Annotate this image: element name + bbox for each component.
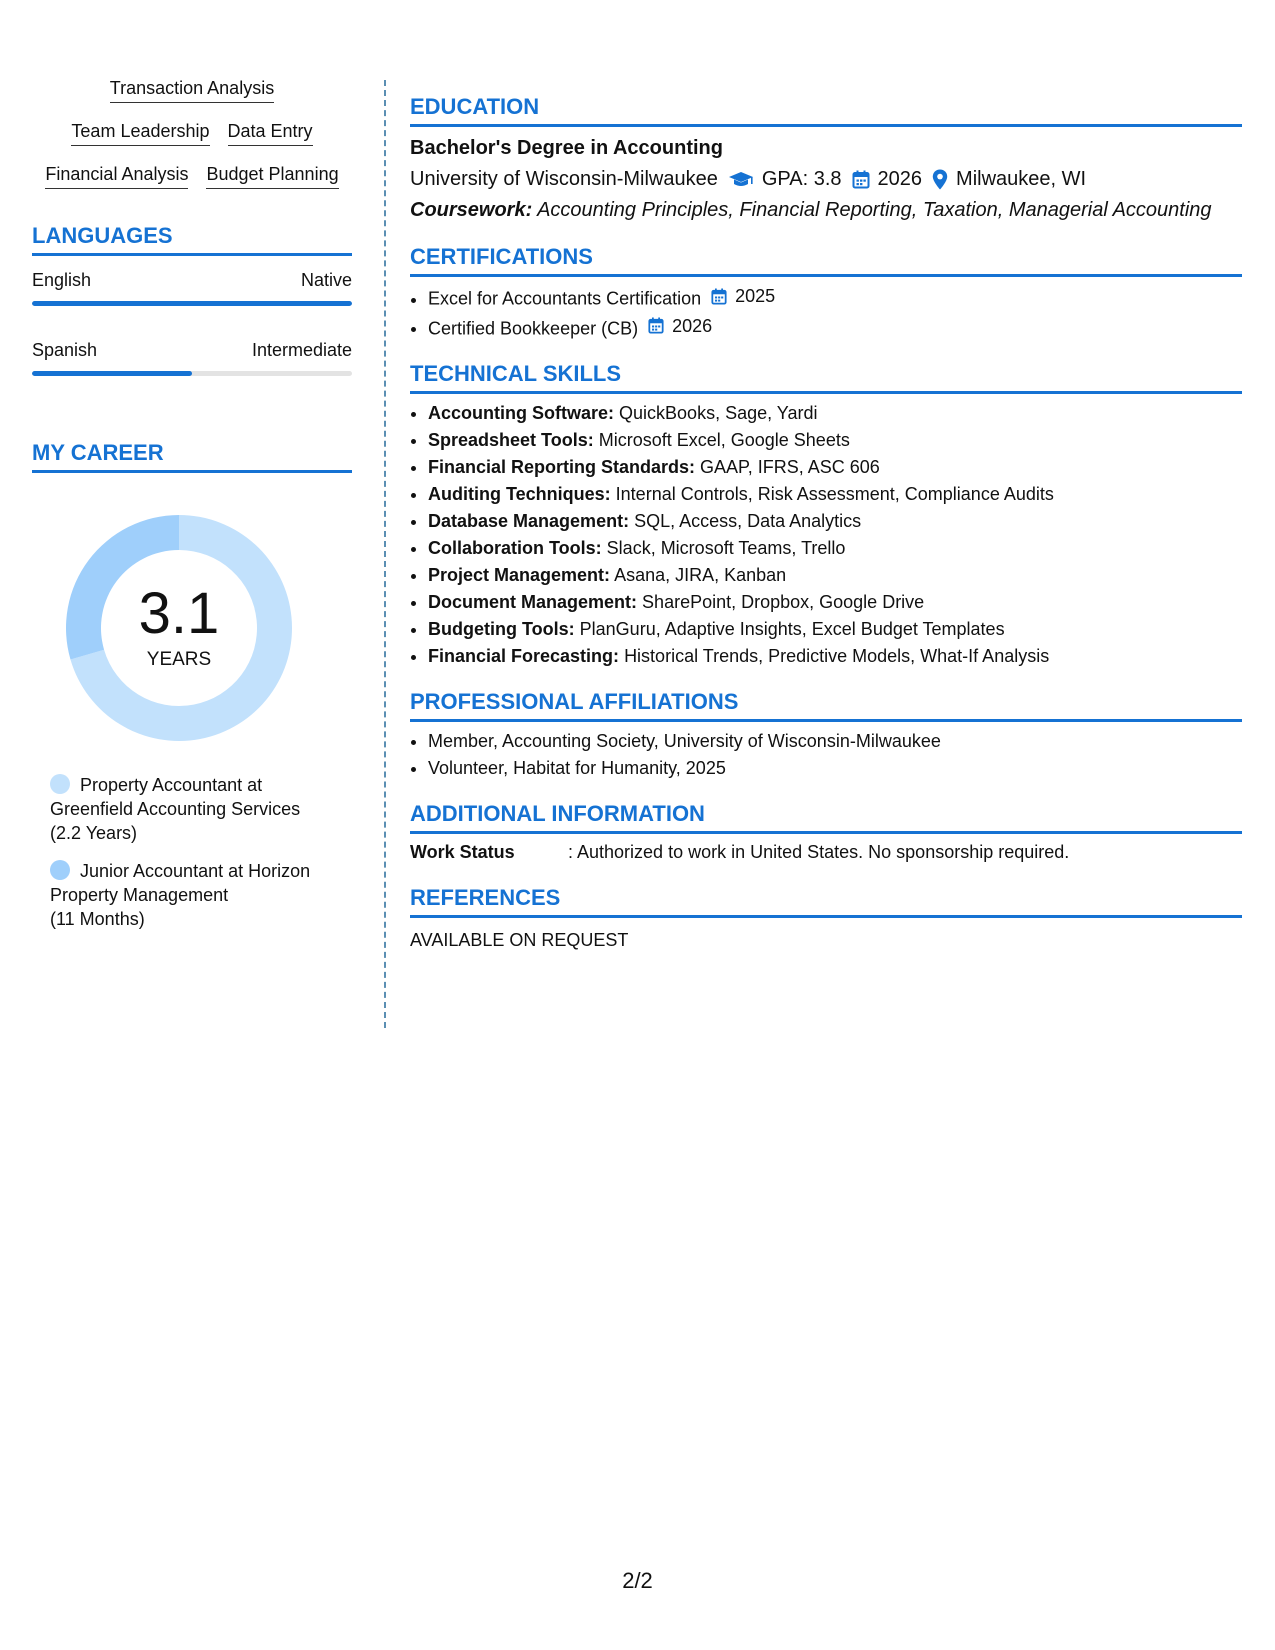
skill-values: SharePoint, Dropbox, Google Drive: [642, 592, 925, 612]
skill-tag: Team Leadership: [71, 121, 209, 146]
technical-skill-item: [428, 591, 1242, 613]
career-job-title: Junior Accountant at Horizon Property Management: [50, 861, 311, 905]
skill-tag-row: [32, 121, 352, 146]
certification-name: Certified Bookkeeper (CB): [428, 318, 639, 338]
skill-category: Accounting Software:: [428, 403, 615, 423]
sidebar: [32, 78, 352, 945]
calendar-icon: [648, 317, 668, 334]
certification-year: 2025: [735, 286, 776, 306]
school-location: Milwaukee, WI: [956, 168, 1087, 190]
career-total-unit: YEARS: [146, 649, 212, 670]
certification-year-wrap: [648, 315, 712, 337]
certification-year: 2026: [672, 315, 713, 336]
skill-values: SQL, Access, Data Analytics: [634, 511, 862, 531]
skill-values: Historical Trends, Predictive Models, What-If Analysis: [624, 646, 1050, 666]
references-text: AVAILABLE ON REQUEST: [410, 930, 629, 950]
gpa: GPA: 3.8: [761, 168, 842, 190]
skill-values: PlanGuru, Adaptive Insights, Excel Budget Templates: [579, 619, 1005, 639]
affiliations-list: [410, 730, 1242, 779]
skill-tag: Financial Analysis: [45, 164, 188, 189]
skill-tag: Data Entry: [228, 121, 313, 146]
work-status-row: [410, 842, 1242, 863]
skill-category: Auditing Techniques:: [428, 484, 611, 504]
skill-category: Database Management:: [428, 511, 630, 531]
column-divider: [384, 80, 386, 1028]
work-status-value: : Authorized to work in United States. No sponsorship required.: [568, 842, 1070, 862]
language-item: [32, 340, 352, 376]
work-status-label: Work Status: [410, 842, 515, 862]
technical-skill-item: [428, 510, 1242, 532]
additional-info-heading: ADDITIONAL INFORMATION: [410, 801, 1242, 834]
skill-values: Internal Controls, Risk Assessment, Compliance Audits: [615, 484, 1054, 504]
certifications-list: [410, 285, 1242, 339]
skill-category: Project Management:: [428, 565, 611, 585]
skill-tags: [32, 78, 352, 189]
legend-dot-icon: [50, 860, 70, 880]
certification-item: [428, 285, 1242, 310]
language-item: [32, 270, 352, 306]
career-legend-item: [50, 773, 330, 845]
degree-title: Bachelor's Degree in Accounting: [410, 137, 723, 159]
calendar-icon: [711, 288, 731, 305]
technical-skill-item: [428, 483, 1242, 505]
language-proficiency-bar: [32, 371, 352, 376]
certifications-heading: CERTIFICATIONS: [410, 244, 1242, 277]
skill-values: Asana, JIRA, Kanban: [614, 565, 787, 585]
skill-category: Document Management:: [428, 592, 638, 612]
career-donut-chart: [64, 513, 294, 743]
skill-category: Financial Forecasting:: [428, 646, 620, 666]
technical-skill-item: [428, 456, 1242, 478]
page-number: 2/2: [622, 1568, 653, 1593]
language-proficiency-fill: [32, 371, 192, 376]
education-heading: EDUCATION: [410, 94, 1242, 127]
language-proficiency-bar: [32, 301, 352, 306]
affiliation-item: • Volunteer, Habitat for Humanity, 2025: [428, 757, 1242, 779]
skill-category: Financial Reporting Standards:: [428, 457, 696, 477]
language-proficiency-fill: [32, 301, 352, 306]
coursework: [410, 199, 1242, 222]
technical-skill-item: [428, 645, 1242, 667]
coursework-label: Coursework:: [410, 199, 533, 221]
language-level: Intermediate: [251, 340, 352, 360]
skill-category: Budgeting Tools:: [428, 619, 575, 639]
language-name: English: [32, 270, 92, 290]
languages-heading: LANGUAGES: [32, 223, 352, 256]
calendar-icon: [852, 170, 870, 189]
certification-year-wrap: [711, 285, 775, 307]
technical-skill-item: [428, 402, 1242, 424]
skill-tag: Budget Planning: [206, 164, 338, 189]
legend-dot-icon: [50, 774, 70, 794]
affiliation-item: • Member, Accounting Society, University of Wisconsin-Milwaukee: [428, 730, 1242, 752]
career-job-duration: (2.2 Years): [50, 823, 138, 843]
technical-skill-item: [428, 537, 1242, 559]
career-total-value: 3.1: [138, 581, 220, 646]
technical-skill-item: [428, 429, 1242, 451]
map-pin-icon: [932, 169, 948, 190]
technical-skills-list: [410, 402, 1242, 667]
references-heading: REFERENCES: [410, 885, 1242, 918]
career-legend: [50, 773, 352, 931]
skill-values: Microsoft Excel, Google Sheets: [598, 430, 850, 450]
skill-values: GAAP, IFRS, ASC 606: [700, 457, 880, 477]
skill-tag-row: [32, 164, 352, 189]
certification-item: [428, 315, 1242, 340]
skill-category: Spreadsheet Tools:: [428, 430, 594, 450]
school-name: University of Wisconsin-Milwaukee: [410, 168, 718, 190]
skill-tag: Transaction Analysis: [110, 78, 274, 103]
career-job-duration: (11 Months): [50, 909, 145, 929]
language-level: Native: [300, 270, 352, 290]
skill-values: Slack, Microsoft Teams, Trello: [606, 538, 846, 558]
technical-skill-item: [428, 564, 1242, 586]
graduation-cap-icon: [728, 171, 754, 189]
career-heading: MY CAREER: [32, 440, 352, 473]
education-meta: [410, 168, 1242, 191]
graduation-year: 2026: [877, 168, 923, 190]
career-job-title: Property Accountant at Greenfield Accounting Services: [50, 775, 301, 819]
donut-center: [64, 513, 294, 743]
skill-tag-row: [32, 78, 352, 103]
skill-category: Collaboration Tools:: [428, 538, 602, 558]
main-column: [410, 88, 1242, 951]
certification-name: Excel for Accountants Certification: [428, 288, 702, 309]
language-name: Spanish: [32, 340, 98, 360]
technical-skills-heading: TECHNICAL SKILLS: [410, 361, 1242, 394]
skill-values: QuickBooks, Sage, Yardi: [619, 403, 818, 423]
career-legend-item: [50, 859, 330, 931]
affiliations-heading: PROFESSIONAL AFFILIATIONS: [410, 689, 1242, 722]
coursework-list: Accounting Principles, Financial Reporting, Taxation, Managerial Accounting: [537, 199, 1212, 221]
technical-skill-item: [428, 618, 1242, 640]
